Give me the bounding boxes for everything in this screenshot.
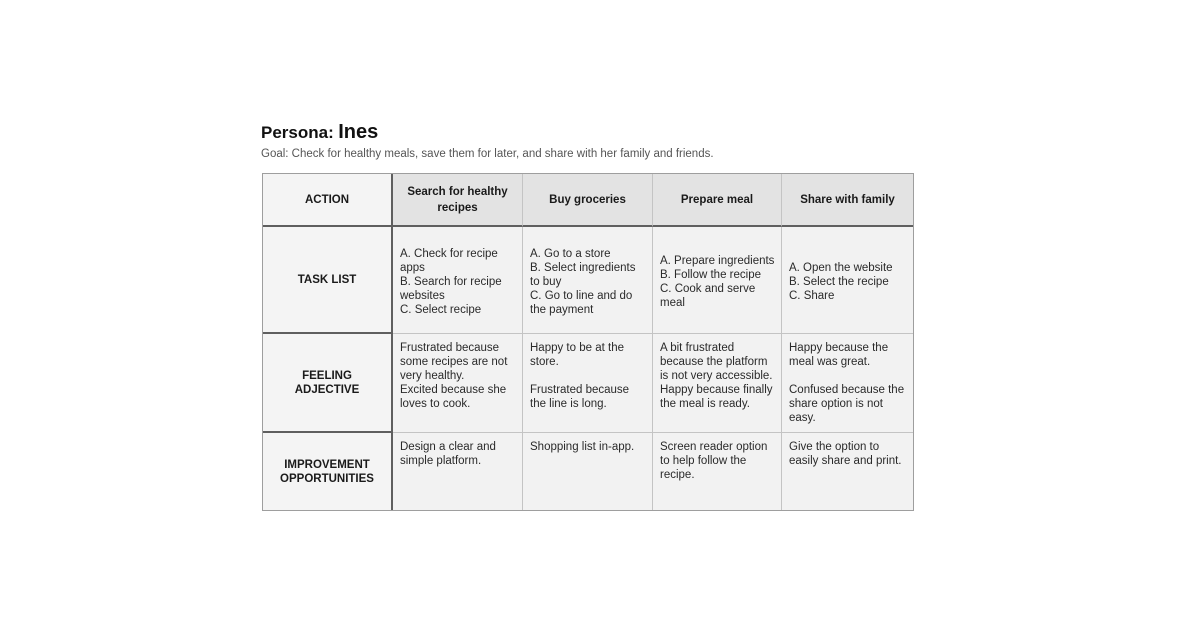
column-header-prepare-meal: Prepare meal (653, 174, 782, 227)
task-list-text: A. Open the website B. Select the recipe C. Share (789, 261, 893, 302)
feeling-cell: Happy because the meal was great. Confused because the share option is not easy. (782, 334, 913, 433)
improvement-cell: Screen reader option to help follow the recipe. (653, 433, 782, 510)
header-action: ACTION (263, 174, 393, 227)
user-journey-map-table (262, 173, 914, 511)
feeling-cell: Frustrated because some recipes are not very healthy. Excited because she loves to cook. (393, 334, 523, 433)
feeling-cell: Happy to be at the store. Frustrated because the line is long. (523, 334, 653, 433)
row-header-task-list: TASK LIST (263, 227, 393, 334)
column-header-buy-groceries: Buy groceries (523, 174, 653, 227)
task-list-cell (393, 227, 523, 334)
task-list-cell (782, 227, 913, 334)
improvement-cell: Design a clear and simple platform. (393, 433, 523, 510)
task-list-text: A. Check for recipe apps B. Search for recipe websites C. Select recipe (400, 247, 502, 316)
persona-title (261, 120, 714, 146)
persona-title-prefix: Persona: (261, 123, 334, 142)
row-header-improvement-opportunities: IMPROVEMENT OPPORTUNITIES (263, 433, 393, 510)
improvement-cell: Give the option to easily share and print. (782, 433, 913, 510)
improvement-cell: Shopping list in-app. (523, 433, 653, 510)
persona-goal: Goal: Check for healthy meals, save them for later, and share with her family and friends. (261, 148, 714, 160)
column-header-search-recipes: Search for healthy recipes (393, 174, 523, 227)
feeling-cell: A bit frustrated because the platform is not very accessible. Happy because finally the meal is ready. (653, 334, 782, 433)
task-list-text: A. Go to a store B. Select ingredients to buy C. Go to line and do the payment (530, 247, 636, 316)
column-header-share-family: Share with family (782, 174, 913, 227)
persona-name: Ines (338, 121, 379, 143)
row-header-feeling-adjective: FEELING ADJECTIVE (263, 334, 393, 433)
task-list-cell (653, 227, 782, 334)
task-list-cell (523, 227, 653, 334)
task-list-text: A. Prepare ingredients B. Follow the recipe C. Cook and serve meal (660, 254, 775, 309)
persona-header (261, 120, 714, 160)
